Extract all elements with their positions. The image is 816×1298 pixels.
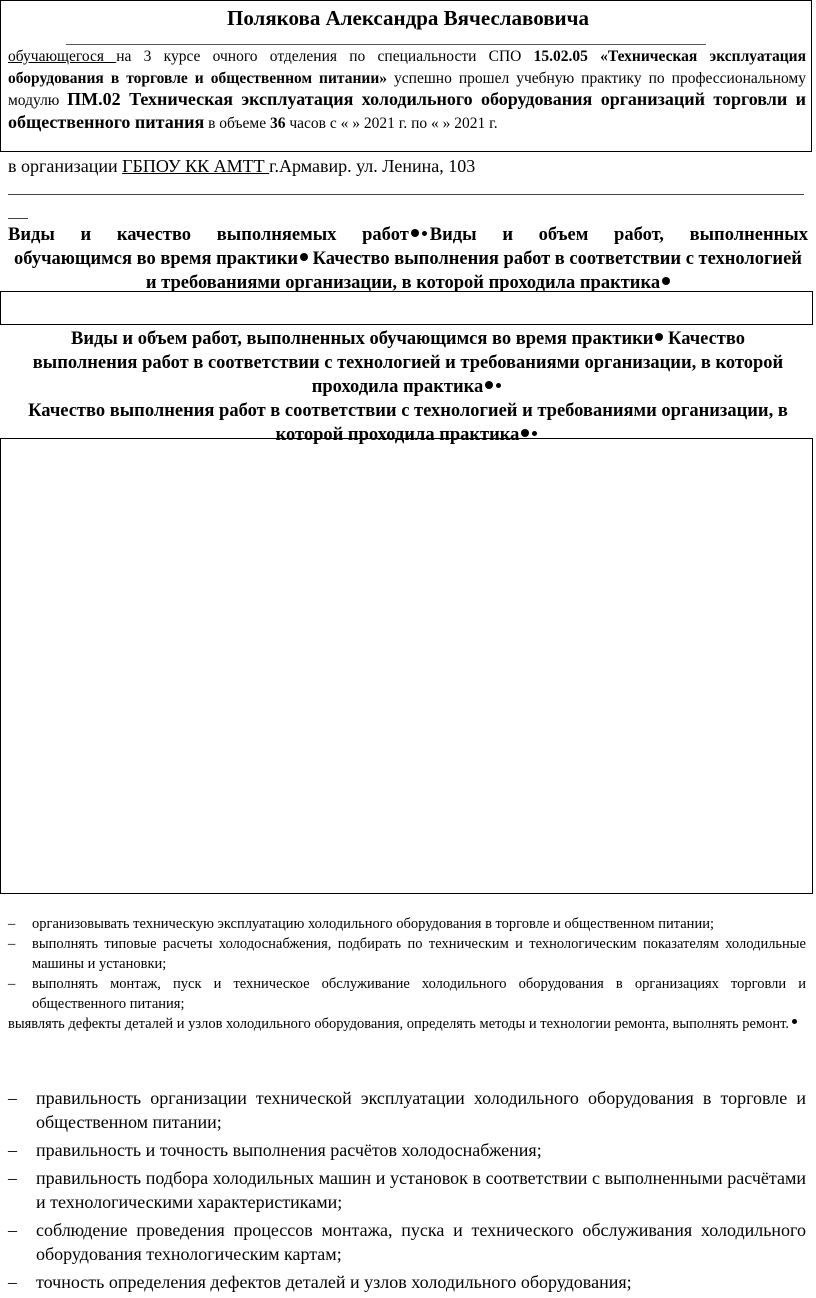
heading2-c: Качество выполнения работ в соответствии с технологией и требованиями организации, в которой проходила практика [28, 401, 788, 445]
criteria-list [8, 1086, 806, 1298]
small-bullet-dot [496, 383, 501, 388]
heading2-a: Виды и объем работ, выполненных обучающимся во время практики [70, 329, 654, 349]
empty-field-box [0, 291, 813, 325]
dash-marker: – [8, 1220, 17, 1240]
list-item: – правильность подбора холодильных машин и установок в соответствии с выполненными расчётами и технологическими характеристиками; [8, 1168, 806, 1212]
heading1-line1: Виды и качество выполняемых работ Виды и объем работ, выполненных [8, 225, 808, 245]
organization-underline [8, 194, 804, 195]
name-underline [66, 44, 706, 45]
list-item: – выполнять монтаж, пуск и техническое обслуживание холодильного оборудования в организациях торговли и общественного питания; [8, 976, 806, 1012]
bullet-dot [300, 253, 308, 261]
intro-part2: на 3 курсе очного отделения по специальности СПО [116, 48, 534, 65]
intro-part4: в объеме [204, 114, 270, 132]
bullet-dot [662, 277, 670, 285]
heading2-b: Качество выполнения работ в соответствии с технологией и требованиями организации, в которой проходила практика [32, 329, 784, 397]
skills-list [8, 914, 806, 1034]
list-item: – выполнять типовые расчеты холодоснабжения, подбирать по техническим и технологическим показателям холодильные машины и установки; [8, 936, 806, 972]
small-bullet-dot [422, 231, 427, 236]
list-item: выявлять дефекты деталей и узлов холодильного оборудования, определять методы и технологии ремонта, выполнять ремонт. [8, 1014, 806, 1034]
bullet-dot [485, 381, 493, 389]
heading1-line2b: Качество выполнения работ в соответствии с технологией и требованиями организации, в которой проходила практика [145, 249, 802, 293]
intro-part3: успешно прошел учебную практику по профессиональному модулю [8, 69, 806, 109]
organization-line [8, 155, 475, 177]
student-name: Полякова Александра Вячеславовича [226, 6, 589, 30]
dash-marker: – [8, 1168, 17, 1188]
list-item: – точность определения дефектов деталей и узлов холодильного оборудования; [8, 1272, 632, 1292]
small-bullet-dot [792, 1019, 797, 1024]
section-heading-2 [20, 327, 796, 447]
dash-marker: – [8, 1140, 17, 1160]
dash-marker: – [8, 1272, 17, 1292]
dash-marker: – [8, 976, 16, 992]
list-item: – правильность организации технической эксплуатации холодильного оборудования в торговле и общественном питании; [8, 1088, 806, 1132]
org-name: ГБПОУ КК АМТТ [122, 156, 270, 176]
dash-marker: – [8, 936, 16, 952]
bullet-dot [521, 429, 529, 437]
short-underline [8, 218, 28, 219]
list-item: – правильность и точность выполнения расчётов холодоснабжения; [8, 1140, 542, 1160]
intro-paragraph [8, 46, 806, 134]
small-bullet-dot [532, 431, 537, 436]
hours-value: 36 [269, 114, 286, 132]
intro-part1: обучающегося [8, 48, 117, 65]
dash-marker: – [8, 916, 16, 932]
section-heading-1 [8, 223, 808, 295]
specialty-code: 15.02.05 «Техническая эксплуатация оборудования в торговле и общественном питании» [8, 48, 806, 87]
heading1-line2: обучающимся во время практики [14, 249, 299, 269]
org-prefix: в организации [8, 156, 123, 176]
intro-part5: часов с « » 2021 г. по « » 2021 г. [285, 114, 498, 132]
list-item: – соблюдение проведения процессов монтажа, пуска и технического обслуживания холодильного оборудования технологическим картам; [8, 1220, 806, 1264]
module-name: ПМ.02 Техническая эксплуатация холодильного оборудования организаций торговли и общественного питания [8, 89, 806, 132]
org-address: г.Армавир. ул. Ленина, 103 [269, 156, 476, 176]
list-item: – организовывать техническую эксплуатацию холодильного оборудования в торговле и общественном питании; [8, 916, 714, 932]
empty-content-box [0, 438, 813, 894]
dash-marker: – [8, 1088, 17, 1108]
bullet-dot [411, 229, 419, 237]
